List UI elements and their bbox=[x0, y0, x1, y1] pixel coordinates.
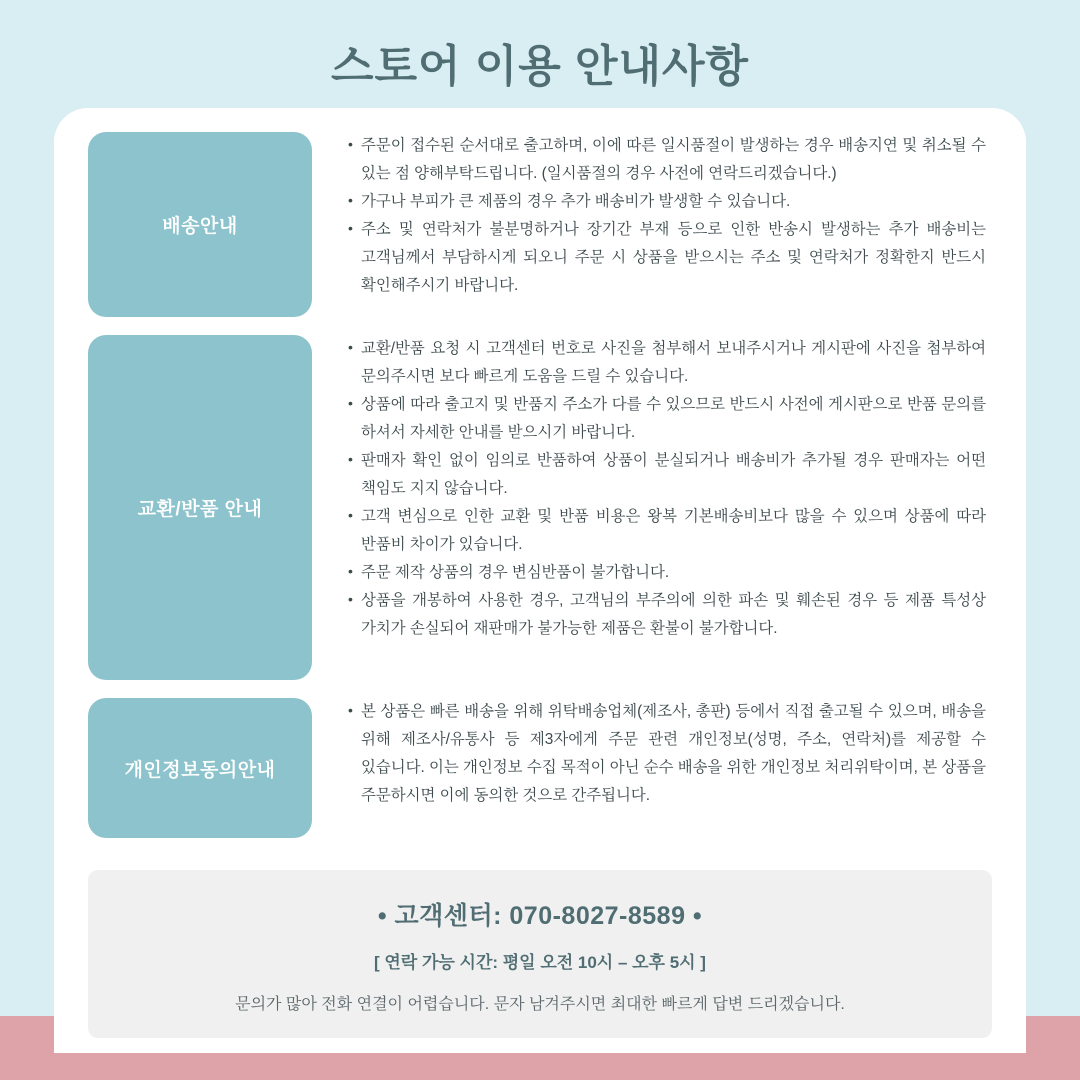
page-title: 스토어 이용 안내사항 bbox=[331, 42, 749, 91]
list-item: • 상품을 개봉하여 사용한 경우, 고객님의 부주의에 의한 파손 및 훼손된 경우 등 제품 특성상 가치가 손실되어 재판매가 불가능한 제품은 환불이 불가합니다. bbox=[348, 587, 986, 643]
list-item: • 주문 제작 상품의 경우 변심반품이 불가합니다. bbox=[348, 559, 986, 587]
list-item: • 상품에 따라 출고지 및 반품지 주소가 다를 수 있으므로 반드시 사전에 게시판으로 반품 문의를 하셔서 자세한 안내를 받으시기 바랍니다. bbox=[348, 391, 986, 447]
customer-center-note: 문의가 많아 전화 연결이 어렵습니다. 문자 남겨주시면 최대한 빠르게 답변 드리겠습니다. bbox=[235, 996, 845, 1013]
info-card bbox=[54, 108, 1026, 1053]
customer-center-number: • 고객센터: 070-8027-8589 • bbox=[377, 902, 703, 930]
section-label-shipping: 배송안내 bbox=[88, 132, 312, 317]
section-label-privacy-consent: 개인정보동의안내 bbox=[88, 698, 312, 838]
list-item: • 주소 및 연락처가 불분명하거나 장기간 부재 등으로 인한 반송시 발생하는 추가 배송비는 고객님께서 부담하시게 되오니 주문 시 상품을 받으시는 주소 및 연락처가 정확한지 반드시 확인해주시기 바랍니다. bbox=[348, 216, 986, 300]
section-body-shipping bbox=[312, 132, 992, 317]
customer-center-hours: [ 연락 가능 시간: 평일 오전 10시 – 오후 5시 ] bbox=[374, 953, 706, 972]
section-exchange-return bbox=[54, 335, 1026, 680]
section-label-exchange-return: 교환/반품 안내 bbox=[88, 335, 312, 680]
list-item: • 주문이 접수된 순서대로 출고하며, 이에 따른 일시품절이 발생하는 경우 배송지연 및 취소될 수 있는 점 양해부탁드립니다. (일시품절의 경우 사전에 연락드리겠습니다.) bbox=[348, 132, 986, 188]
list-item: • 고객 변심으로 인한 교환 및 반품 비용은 왕복 기본배송비보다 많을 수 있으며 상품에 따라 반품비 차이가 있습니다. bbox=[348, 503, 986, 559]
section-privacy-consent bbox=[54, 698, 1026, 838]
list-item: • 교환/반품 요청 시 고객센터 번호로 사진을 첨부해서 보내주시거나 게시판에 사진을 첨부하여 문의주시면 보다 빠르게 도움을 드릴 수 있습니다. bbox=[348, 335, 986, 391]
list-item: • 가구나 부피가 큰 제품의 경우 추가 배송비가 발생할 수 있습니다. bbox=[348, 188, 986, 216]
list-item: • 본 상품은 빠른 배송을 위해 위탁배송업체(제조사, 총판) 등에서 직접 출고될 수 있으며, 배송을 위해 제조사/유통사 등 제3자에게 주문 관련 개인정보(성명, 주소, 연락처)를 제공할 수 있습니다. 이는 개인정보 수집 목적이 아닌 순수 배송을 위한 개인정보 처리위탁이며, 본 상품을 주문하시면 이에 동의한 것으로 간주됩니다. bbox=[348, 698, 986, 810]
section-body-exchange-return bbox=[312, 335, 992, 680]
section-shipping bbox=[54, 132, 1026, 317]
section-body-privacy-consent bbox=[312, 698, 992, 838]
list-item: • 판매자 확인 없이 임의로 반품하여 상품이 분실되거나 배송비가 추가될 경우 판매자는 어떤 책임도 지지 않습니다. bbox=[348, 447, 986, 503]
contact-panel bbox=[88, 870, 992, 1038]
